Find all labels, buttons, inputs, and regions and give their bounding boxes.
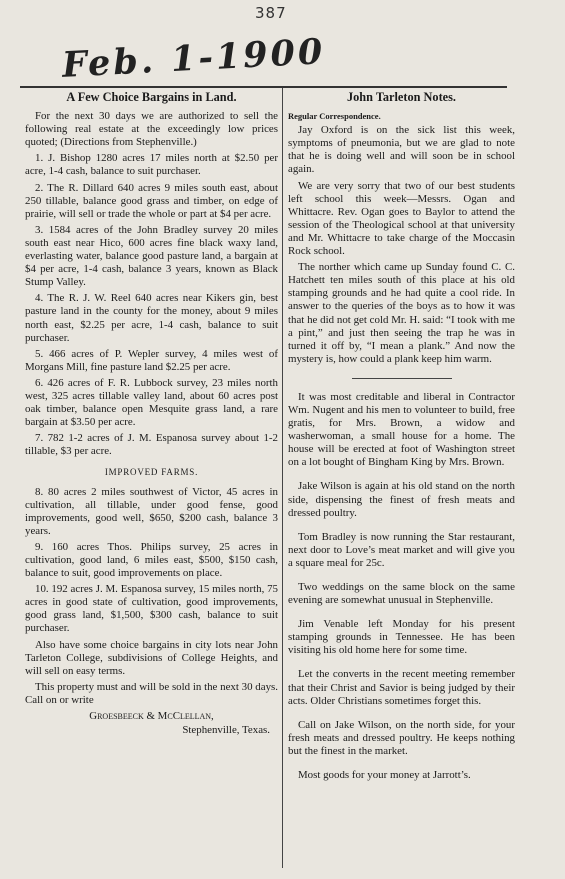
section-rule — [352, 378, 452, 379]
handwritten-date: Feb. 1-1900 — [61, 31, 327, 86]
advertiser-location: Stephenville, Texas. — [182, 724, 270, 737]
land-item: 5. 466 acres of P. Wepler survey, 4 miles west of Morgans Mill, fine pasture land $2.25 per acre. — [25, 347, 278, 373]
tarleton-notes-title: John Tarleton Notes. — [347, 90, 456, 104]
land-item: 7. 782 1-2 acres of J. M. Espanosa survey about 1-2 tillable, $3 per acre. — [25, 432, 278, 458]
news-paragraph: Jim Venable left Monday for his present stamping grounds in Tennessee. He has been visiting his old home here for some time. — [288, 618, 515, 657]
tarleton-notes-column — [288, 88, 515, 785]
news-paragraph: The norther which came up Sunday found C. C. Hatchett ten miles south of this place at his old stamping grounds and he had quite a cool ride. In answer to the queries of the boys as to how it was that he did not get cold Mr. H. said: “I took with me a pint,” and just then seeing the trap he was in turned it off by, “I mean a plank.” And now the mystery is, how could a plank keep him warm. — [288, 261, 515, 365]
news-paragraph: Call on Jake Wilson, on the north side, for your fresh meats and dressed poultry. He keeps nothing but the finest in the market. — [288, 718, 515, 757]
land-bargains-column — [25, 88, 278, 737]
news-paragraph: Jay Oxford is on the sick list this week, symptoms of pneumonia, but we are glad to note that he is doing well and will soon be in school again. — [288, 124, 515, 176]
farm-item: 10. 192 acres J. M. Espanosa survey, 15 miles north, 75 acres in good state of cultivation, good improvements, good grass land, $1,500, $300 cash, balance to suit purchaser. — [25, 583, 278, 635]
land-item: 6. 426 acres of F. R. Lubbock survey, 23 miles north west, 325 acres tillable valley land, about 60 acres post oak timber, balance open Mesquite grass land, a rare bargain at $3.50 per acre. — [25, 376, 278, 429]
news-paragraph: Jake Wilson is again at his old stand on the north side, dispensing the finest of fresh meats and dressed poultry. — [288, 480, 515, 519]
news-paragraph: It was most creditable and liberal in Contractor Wm. Nugent and his men to volunteer to build, free gratis, for Mrs. Brown, a widow and washerwoman, a small house for a home. The house will be erected at foot of Washington street on a lot bought of Bingham King by Mrs. Brown. — [288, 390, 515, 469]
news-paragraph: Tom Bradley is now running the Star restaurant, next door to Love’s meat market and will give you a square meal for 25c. — [288, 530, 515, 569]
improved-farms-heading: IMPROVED FARMS. — [104, 467, 199, 478]
city-lots-note: Also have some choice bargains in city lots near John Tarleton College, subdivisions of College Heights, and will sell on easy terms. — [25, 638, 278, 677]
news-paragraph: We are very sorry that two of our best students left school this week—Messrs. Ogan and Whittacre. Rev. Ogan goes to Baylor to attend the session of the Theological school at that university and Mr. Whittacre to take charge of the Moccasin Rock school. — [288, 179, 515, 258]
land-item: 3. 1584 acres of the John Bradley survey 20 miles south east near Hico, 600 acres fine black waxy land, everlasting water, balance good pasture land, a bargain at $4 per acre, 1-4 cash, balance 3 years, known as Black Stump Valley. — [25, 223, 278, 289]
news-paragraph: Two weddings on the same block on the same evening are somewhat unusual in Stephenville. — [288, 581, 515, 607]
land-bargains-title: A Few Choice Bargains in Land. — [66, 90, 237, 104]
news-paragraph: Let the converts in the recent meeting remember that their Christ and Savior is being judged by their acts. Older Christians sometimes forget this. — [288, 668, 515, 707]
advertiser-signature: Groesbeeck & McClellan, — [89, 710, 214, 723]
farm-item: 9. 160 acres Thos. Philips survey, 25 acres in cultivation, good land, 6 miles east, $500, $150 cash, balance to suit, good improvements on place. — [25, 540, 278, 580]
column-divider — [282, 88, 283, 868]
land-bargains-intro: For the next 30 days we are authorized to sell the following real estate at the exceedingly low prices quoted; (Directions from Stephenville.) — [25, 110, 278, 149]
farm-item: 8. 80 acres 2 miles southwest of Victor, 45 acres in cultivation, all tillable, under good fense, good improvements, good well, $650, $200 cash, balance 3 years. — [25, 485, 278, 537]
land-item: 2. The R. Dillard 640 acres 9 miles south east, about 250 tillable, balance good grass and timber, on edge of prairie, will sell or trade the whole or part at $4 per acre. — [25, 181, 278, 220]
page-number: 387 — [255, 4, 287, 22]
byline: Regular Correspondence. — [288, 111, 381, 122]
land-item: 1. J. Bishop 1280 acres 17 miles north at $2.50 per acre, 1-4 cash, balance to suit purchaser. — [25, 152, 278, 178]
closing-note: This property must and will be sold in the next 30 days. Call on or write — [25, 680, 278, 706]
land-item: 4. The R. J. W. Reel 640 acres near Kikers gin, best pasture land in the county for the money, about 9 miles north east, $2.25 per acre, 1-4 cash, balance to suit purchaser. — [25, 292, 278, 344]
news-paragraph: Most goods for your money at Jarrott’s. — [298, 769, 471, 782]
